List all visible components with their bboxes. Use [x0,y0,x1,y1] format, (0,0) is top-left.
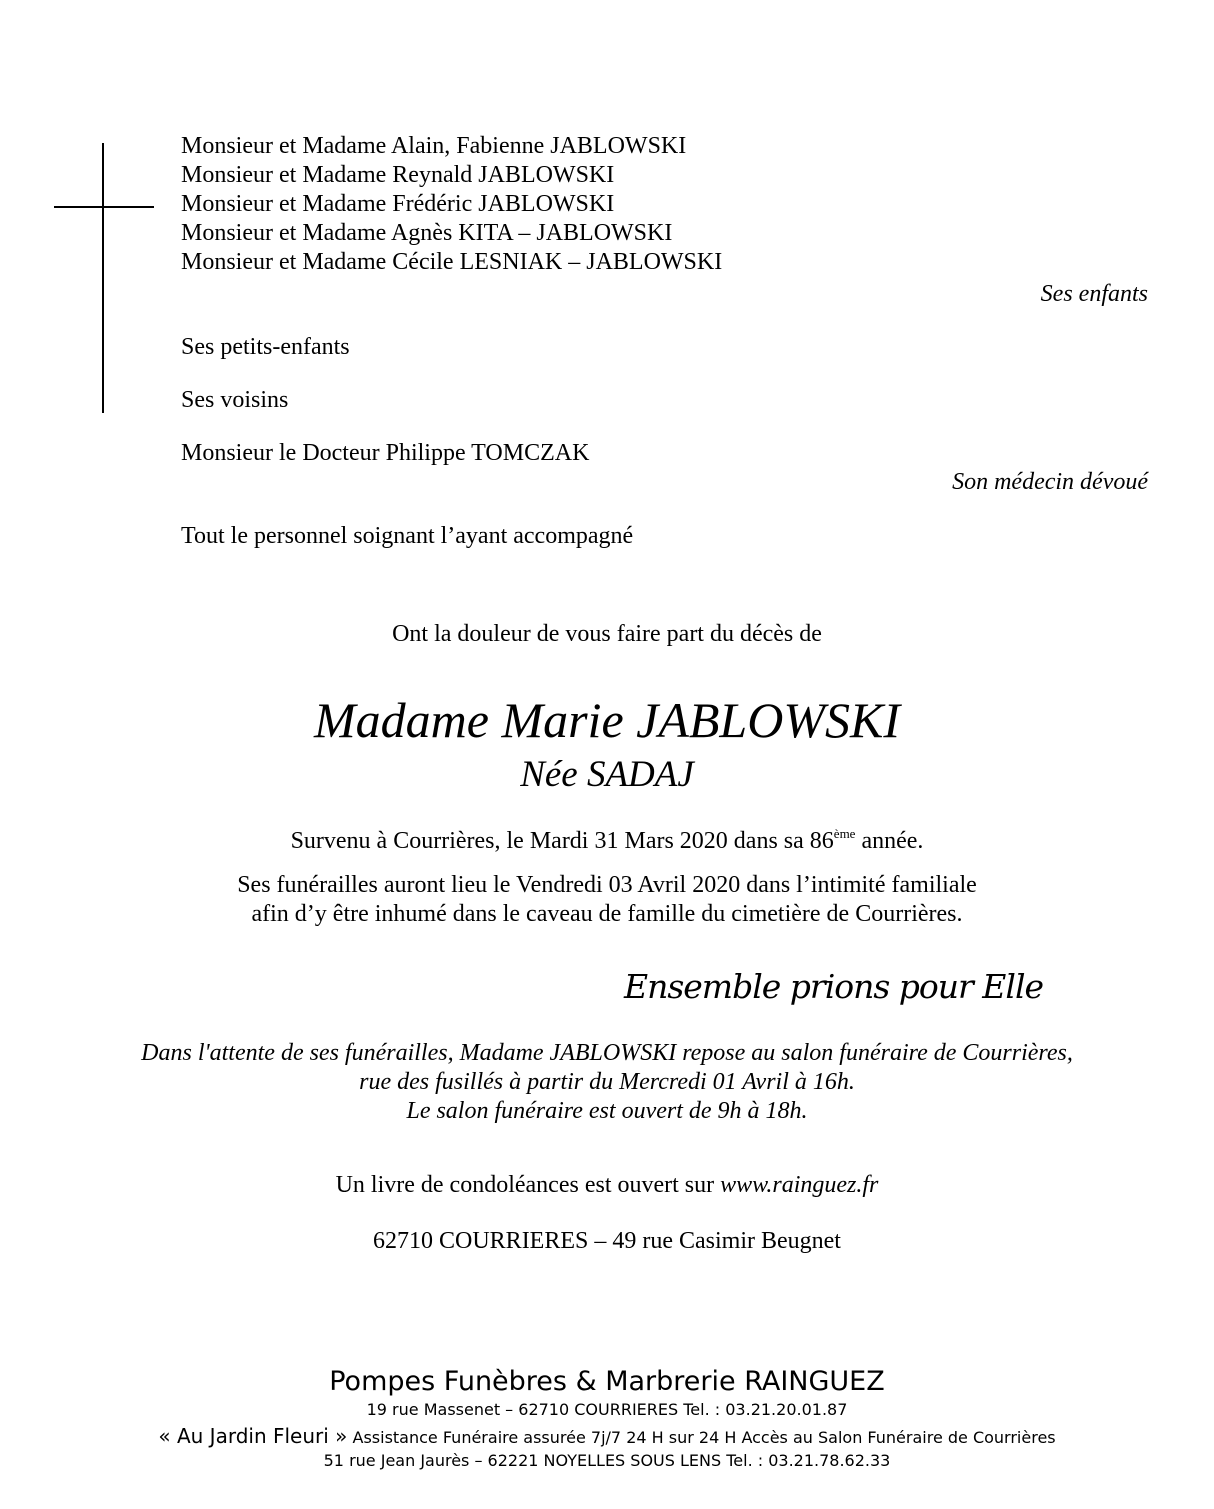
services-text: Assistance Funéraire assurée 7j/7 24 H sur 24 H Accès au Salon Funéraire de Courrières [347,1428,1056,1447]
cross-horizontal-bar [54,206,154,208]
children-role: Ses enfants [1040,281,1148,307]
child-line: Monsieur et Madame Frédéric JABLOWSKI [181,191,615,217]
company-services [0,1423,1214,1451]
doctor-role: Son médecin dévoué [952,469,1148,495]
doctor: Monsieur le Docteur Philippe TOMCZAK [181,440,590,466]
death-ordinal: ème [833,826,856,841]
death-notice [0,827,1214,856]
child-line: Monsieur et Madame Agnès KITA – JABLOWSKI [181,220,673,246]
condolence-book [0,1171,1214,1200]
company-address: 19 rue Massenet – 62710 COURRIERES Tel. : 03.21.20.01.87 [366,1400,848,1419]
garden-name: « Au Jardin Fleuri » [158,1424,348,1448]
death-text: Survenu à Courrières, le Mardi 31 Mars 2020 dans sa 86 [290,828,834,854]
viewing-line: Le salon funéraire est ouvert de 9h à 18h. [406,1098,808,1124]
death-suffix: année. [855,828,924,854]
child-line: Monsieur et Madame Cécile LESNIAK – JABLOWSKI [181,249,723,275]
deceased-name: Madame Marie JABLOWSKI [314,692,900,748]
children-list [181,132,722,277]
viewing-line: rue des fusillés à partir du Mercredi 01 Avril à 16h. [359,1069,855,1095]
funeral-line: afin d’y être inhumé dans le caveau de famille du cimetière de Courrières. [251,901,963,927]
funeral-details [0,871,1214,929]
grandchildren: Ses petits-enfants [181,334,350,360]
child-line: Monsieur et Madame Reynald JABLOWSKI [181,162,615,188]
funeral-line: Ses funérailles auront lieu le Vendredi 03 Avril 2020 dans l’intimité familiale [237,872,977,898]
care-staff: Tout le personnel soignant l’ayant accompagné [181,523,634,549]
neighbours: Ses voisins [181,387,289,413]
cross-vertical-bar [102,143,104,413]
viewing-line: Dans l'attente de ses funérailles, Madame JABLOWSKI repose au salon funéraire de Courrières, [141,1040,1073,1066]
viewing-info [0,1039,1214,1126]
maiden-name: Née SADAJ [520,754,694,795]
company-name: Pompes Funèbres & Marbrerie RAINGUEZ [329,1366,885,1397]
company-address-2: 51 rue Jean Jaurès – 62221 NOYELLES SOUS LENS Tel. : 03.21.78.62.33 [323,1451,891,1470]
prayer-text: Ensemble prions pour Elle [624,967,1044,1006]
address-line: 62710 COURRIERES – 49 rue Casimir Beugnet [373,1228,841,1254]
condolence-website-link[interactable]: www.rainguez.fr [720,1172,879,1198]
condolence-text: Un livre de condoléances est ouvert sur [335,1172,721,1198]
child-line: Monsieur et Madame Alain, Fabienne JABLOWSKI [181,133,687,159]
announcement-intro: Ont la douleur de vous faire part du décès de [392,621,822,647]
